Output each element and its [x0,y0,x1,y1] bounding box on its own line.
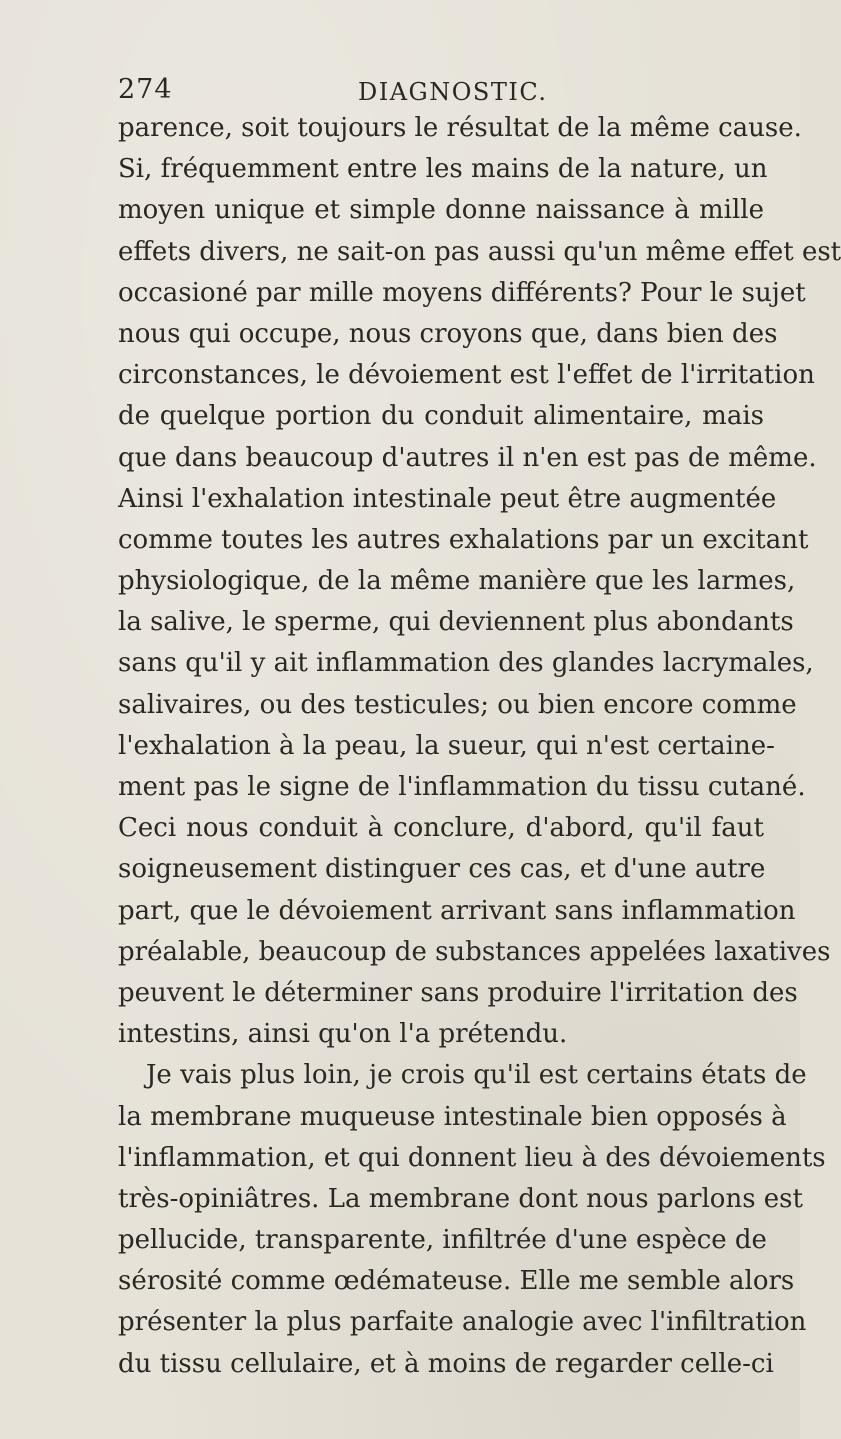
text-line: préalable, beaucoup de substances appelées laxatives [118,936,831,967]
text-line: ment pas le signe de l'inflammation du tissu cutané. [118,772,806,802]
text-line: nous qui occupe, nous croyons que, dans bien des [118,318,778,349]
text-line: présenter la plus parfaite analogie avec l'infiltration [118,1307,807,1338]
text-line: comme toutes les autres exhalations par un excitant [118,524,809,555]
text-line: moyen unique et simple donne naissance à mille [118,195,764,226]
text-line: intestins, ainsi qu'on l'a prétendu. [118,1019,568,1050]
text-line: la salive, le sperme, qui deviennent plus abondants [118,607,794,638]
text-line: part, que le dévoiement arrivant sans inflammation [118,895,796,926]
body-text [118,108,841,1385]
running-title: DIAGNOSTIC. [358,78,548,106]
text-line: Ceci nous conduit à conclure, d'abord, qu'il faut [118,813,764,844]
text-line: peuvent le déterminer sans produire l'irritation des [118,977,798,1008]
text-line: circonstances, le dévoiement est l'effet de l'irritation [118,360,815,391]
text-line: pellucide, transparente, infiltrée d'une espèce de [118,1225,767,1256]
text-line: du tissu cellulaire, et à moins de regarder celle-ci [118,1348,774,1379]
text-line: occasioné par mille moyens différents? Pour le sujet [118,277,806,308]
text-line: Si, fréquemment entre les mains de la nature, un [118,154,768,185]
page-number: 274 [118,74,173,105]
text-line: soigneusement distinguer ces cas, et d'une autre [118,854,766,885]
text-line: Ainsi l'exhalation intestinale peut être augmentée [118,483,777,514]
text-line: salivaires, ou des testicules; ou bien encore comme [118,689,797,720]
text-line: la membrane muqueuse intestinale bien opposés à [118,1101,787,1132]
text-line: très-opiniâtres. La membrane dont nous parlons est [118,1183,803,1214]
text-line: effets divers, ne sait-on pas aussi qu'un même effet est [118,236,841,267]
text-line: sans qu'il y ait inflammation des glandes lacrymales, [118,648,814,679]
text-line: sérosité comme œdémateuse. Elle me semble alors [118,1266,795,1297]
text-line: que dans beaucoup d'autres il n'en est pas de même. [118,442,817,473]
text-line: l'inflammation, et qui donnent lieu à des dévoiements [118,1142,826,1173]
text-line: Je vais plus loin, je crois qu'il est certains états de [146,1060,807,1091]
text-line: parence, soit toujours le résultat de la même cause. [118,113,802,143]
text-line: l'exhalation à la peau, la sueur, qui n'est certaine- [118,730,775,761]
text-line: physiologique, de la même manière que les larmes, [118,566,796,597]
text-line: de quelque portion du conduit alimentaire, mais [118,401,764,432]
